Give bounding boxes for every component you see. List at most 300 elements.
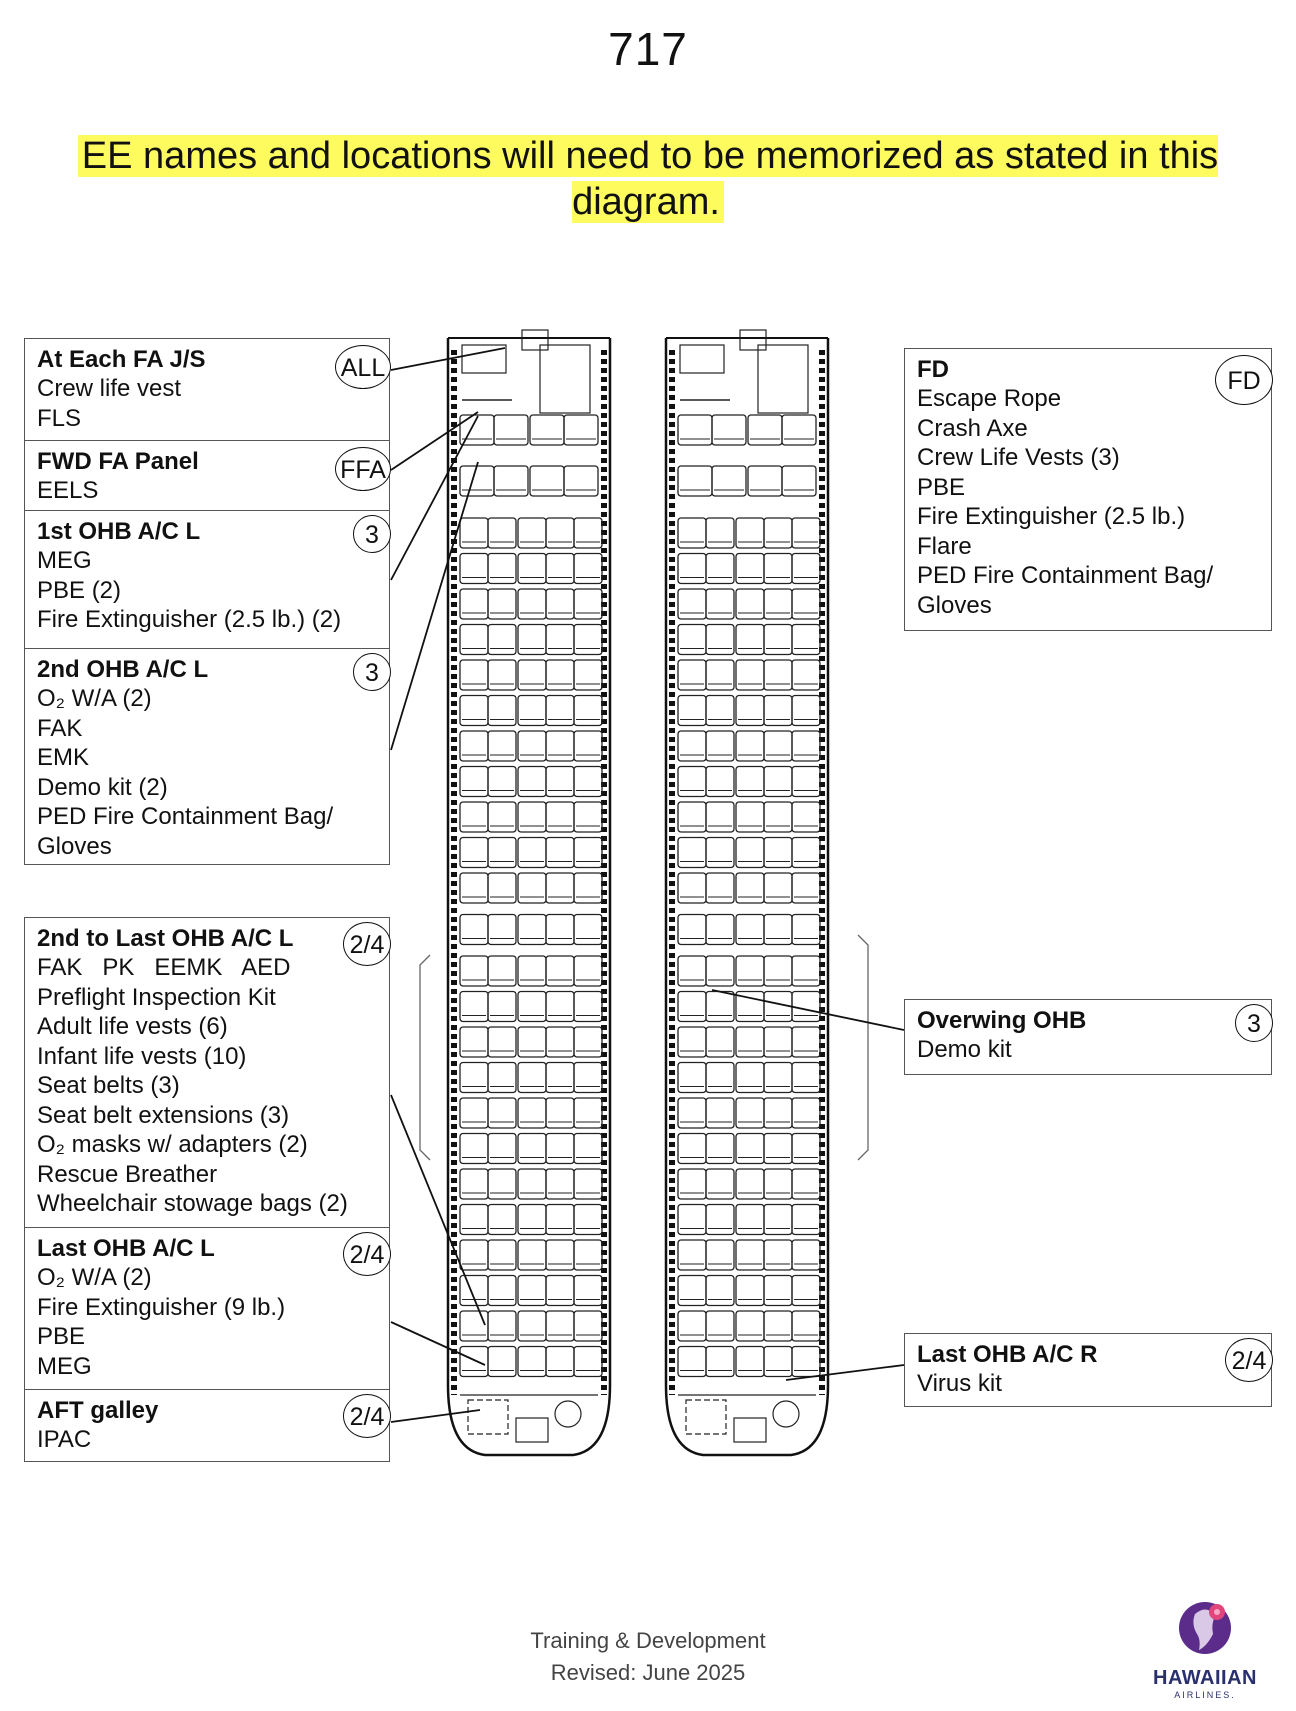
cabin-left-map-econ-seat: [460, 1311, 488, 1341]
section-title: Last OHB A/C R: [917, 1341, 1098, 1368]
cabin-left-map-first-seat: [494, 466, 528, 496]
cabin-left-map-econ-seat: [488, 767, 516, 797]
section-fd: [905, 349, 1271, 630]
cabin-right-map-econ-seat: [792, 1347, 820, 1377]
cabin-right-map-first-seat: [748, 415, 782, 445]
cabin-right-map-econ-seat: [764, 518, 792, 548]
cabin-left-map-econ-seat: [460, 1276, 488, 1306]
cabin-left-map-econ-seat: [460, 518, 488, 548]
cabin-left-map-econ-seat: [574, 589, 602, 619]
cabin-left-map-econ-seat: [518, 660, 546, 690]
cabin-left-map-econ-seat: [488, 589, 516, 619]
cabin-left-map-econ-seat: [460, 660, 488, 690]
cabin-right-map-econ-seat: [764, 915, 792, 945]
cabin-right-map-econ-seat: [678, 589, 706, 619]
cabin-left-map-econ-seat: [488, 915, 516, 945]
cabin-left-map-econ-seat: [460, 1063, 488, 1093]
cabin-left-map-econ-seat: [488, 1027, 516, 1057]
hawaiian-logo: [1150, 1600, 1260, 1700]
cabin-right-map-econ-seat: [706, 1169, 734, 1199]
cabin-left-map-econ-seat: [518, 696, 546, 726]
section-aft-galley: [25, 1390, 389, 1460]
cabin-left-map-econ-seat: [488, 554, 516, 584]
cabin-left-map-econ-seat: [546, 992, 574, 1022]
cabin-right-map-econ-seat: [792, 802, 820, 832]
cabin-left-map-econ-seat: [488, 1311, 516, 1341]
cabin-left-map-econ-seat: [518, 1205, 546, 1235]
cabin-right-map-first-seat: [712, 415, 746, 445]
cabin-right-map-econ-seat: [792, 1240, 820, 1270]
cabin-left-map-econ-seat: [518, 554, 546, 584]
item: PBE: [917, 473, 966, 501]
cabin-left-map-econ-seat: [488, 802, 516, 832]
cabin-left-map-econ-seat: [574, 1027, 602, 1057]
cabin-left-map-econ-seat: [518, 838, 546, 868]
cabin-right-map-econ-seat: [706, 1205, 734, 1235]
cabin-left-map-econ-seat: [460, 625, 488, 655]
cabin-left-map-econ-seat: [546, 767, 574, 797]
zone-badge: 3: [353, 515, 391, 553]
cabin-right-map-econ-seat: [736, 625, 764, 655]
cabin-right-map-econ-seat: [736, 1240, 764, 1270]
cabin-left-map-first-seat: [530, 415, 564, 445]
cabin-right-map-econ-seat: [764, 1205, 792, 1235]
cabin-right-map-econ-seat: [678, 660, 706, 690]
cabin-right-map-econ-seat: [792, 1098, 820, 1128]
cabin-left-map-econ-seat: [460, 589, 488, 619]
callout-leader-line: [786, 1365, 904, 1380]
cabin-left-map-econ-seat: [518, 873, 546, 903]
cabin-left-map-econ-seat: [518, 625, 546, 655]
cabin-left-map-econ-seat: [488, 1276, 516, 1306]
cabin-right-map-econ-seat: [764, 660, 792, 690]
cabin-right-map-aft-door: [734, 1418, 766, 1442]
cabin-left-map-econ-seat: [574, 731, 602, 761]
cabin-left-map-econ-seat: [574, 1311, 602, 1341]
item: PED Fire Containment Bag/: [37, 803, 334, 830]
cabin-right-map-econ-seat: [792, 1276, 820, 1306]
item: Fire Extinguisher (9 lb.): [37, 1293, 286, 1321]
cabin-right-map-econ-seat: [736, 1063, 764, 1093]
callout-leader-line: [391, 1410, 480, 1422]
item: Seat belts (3): [37, 1072, 180, 1099]
cabin-right-map-aft-lav: [773, 1401, 799, 1427]
item: Virus kit: [917, 1370, 1002, 1397]
wing-bracket: [420, 955, 430, 1160]
cabin-left-map-econ-seat: [460, 992, 488, 1022]
cabin-left-map-econ-seat: [574, 625, 602, 655]
item: IPAC: [37, 1426, 92, 1453]
cabin-left-map-econ-seat: [518, 915, 546, 945]
cabin-right-map-lav-fwd: [758, 345, 808, 413]
item: EMK: [37, 744, 90, 771]
callout-leader-line: [391, 462, 478, 750]
section-2nd-to-last-ohb-left: [25, 918, 389, 1228]
cabin-right-map-econ-seat: [792, 1169, 820, 1199]
cabin-left-map-econ-seat: [518, 767, 546, 797]
overwing-ohb-box: [904, 999, 1272, 1075]
cabin-right-map-econ-seat: [736, 802, 764, 832]
cabin-left-map-econ-seat: [574, 802, 602, 832]
zone-badge: FD: [1215, 355, 1273, 405]
cabin-left-map-econ-seat: [574, 1205, 602, 1235]
cabin-right-map-econ-seat: [678, 625, 706, 655]
cabin-right-map-econ-seat: [706, 1134, 734, 1164]
cabin-left-map-econ-seat: [488, 956, 516, 986]
cabin-left-map-econ-seat: [574, 838, 602, 868]
cabin-left-map-first-seat: [460, 466, 494, 496]
cabin-right-map-econ-seat: [764, 731, 792, 761]
cabin-left-map-econ-seat: [546, 956, 574, 986]
cabin-right-map-econ-seat: [764, 696, 792, 726]
cabin-left-map-first-seat: [564, 466, 598, 496]
cabin-right-map-econ-seat: [736, 1098, 764, 1128]
item: Gloves: [917, 591, 992, 619]
cabin-right-map-econ-seat: [792, 1063, 820, 1093]
cabin-left-map-econ-seat: [460, 1134, 488, 1164]
cabin-left-map-econ-seat: [518, 1311, 546, 1341]
cabin-left-map-econ-seat: [546, 1205, 574, 1235]
item: PED Fire Containment Bag/: [917, 562, 1214, 589]
cabin-left-map-econ-seat: [460, 873, 488, 903]
cabin-right-map-econ-seat: [706, 1063, 734, 1093]
item: Crew Life Vests (3): [917, 444, 1120, 471]
cabin-left-map-econ-seat: [518, 1027, 546, 1057]
cabin-right-map-first-seat: [678, 466, 712, 496]
cabin-right-map-econ-seat: [706, 589, 734, 619]
cabin-left-map-econ-seat: [546, 518, 574, 548]
cabin-right-map-door-fwd: [740, 330, 766, 350]
cabin-left-map-econ-seat: [546, 696, 574, 726]
cabin-left-map-econ-seat: [574, 554, 602, 584]
zone-badge: ALL: [335, 345, 391, 389]
cabin-right-map-econ-seat: [736, 518, 764, 548]
cabin-right-map-econ-seat: [706, 696, 734, 726]
cabin-left-map-econ-seat: [546, 731, 574, 761]
cabin-right-map-econ-seat: [678, 731, 706, 761]
cabin-right-map-econ-seat: [678, 1311, 706, 1341]
cabin-right-map-econ-seat: [764, 1276, 792, 1306]
cabin-left-map-econ-seat: [460, 1205, 488, 1235]
cabin-right-map-econ-seat: [792, 518, 820, 548]
cabin-left-map-econ-seat: [460, 956, 488, 986]
cabin-right-map-econ-seat: [678, 554, 706, 584]
cabin-left-map-econ-seat: [546, 1169, 574, 1199]
cabin-right-map-econ-seat: [736, 838, 764, 868]
item: Rescue Breather: [37, 1160, 218, 1188]
cabin-right-map-econ-seat: [764, 1240, 792, 1270]
cabin-right-map-econ-seat: [678, 518, 706, 548]
logo-sub: AIRLINES.: [1174, 1690, 1236, 1700]
item: Adult life vests (6): [37, 1013, 228, 1040]
cabin-right-map-econ-seat: [736, 1169, 764, 1199]
cabin-right-map-econ-seat: [678, 1169, 706, 1199]
section-fwd-fa-panel: [25, 441, 389, 511]
cabin-left-map-econ-seat: [546, 1240, 574, 1270]
cabin-left-map-econ-seat: [574, 1169, 602, 1199]
cabin-left-map-aft-door: [516, 1418, 548, 1442]
footer-line-1: Training & Development: [530, 1628, 766, 1653]
cabin-right-map-econ-seat: [706, 1098, 734, 1128]
cabin-left-map-econ-seat: [488, 518, 516, 548]
cabin-left-map-econ-seat: [574, 1134, 602, 1164]
cabin-right-map-econ-seat: [792, 625, 820, 655]
cabin-left-map-econ-seat: [574, 696, 602, 726]
cabin-left-map-econ-seat: [518, 731, 546, 761]
cabin-left-map-lav-fwd: [540, 345, 590, 413]
cabin-right-map-econ-seat: [764, 1347, 792, 1377]
cabin-left-map-econ-seat: [460, 1098, 488, 1128]
cabin-left-map-econ-seat: [546, 1311, 574, 1341]
cabin-left-map-econ-seat: [546, 838, 574, 868]
section-last-ohb-left: [25, 1228, 389, 1390]
left-lower-equipment-box: [24, 917, 390, 1462]
cabin-right-map-econ-seat: [792, 873, 820, 903]
cabin-right-map-econ-seat: [678, 873, 706, 903]
item: FLS: [37, 404, 82, 432]
item: PBE: [37, 1323, 86, 1350]
cabin-right-map-econ-seat: [678, 1098, 706, 1128]
item: Seat belt extensions (3): [37, 1101, 290, 1129]
cabin-right-map-econ-seat: [706, 1311, 734, 1341]
cabin-right-map-econ-seat: [792, 1134, 820, 1164]
cabin-right-map-galley-fwd: [680, 345, 724, 373]
item: FAK: [37, 714, 83, 742]
cabin-right-map-econ-seat: [706, 1240, 734, 1270]
hawaiian-logo-icon: [1173, 1600, 1237, 1662]
logo-word: HAWAIIAN: [1153, 1667, 1257, 1689]
cabin-right-map-econ-seat: [706, 660, 734, 690]
cabin-left-map-econ-seat: [518, 956, 546, 986]
cabin-left-map-econ-seat: [546, 915, 574, 945]
cabin-right-map-aft-galley: [686, 1400, 726, 1434]
cabin-left-map-econ-seat: [574, 1063, 602, 1093]
zone-badge: FFA: [335, 447, 391, 491]
item: EELS: [37, 477, 99, 504]
cabin-right-map-econ-seat: [706, 1276, 734, 1306]
section-title: AFT galley: [37, 1397, 159, 1424]
cabin-right-map-econ-seat: [792, 660, 820, 690]
section-title: Overwing OHB: [917, 1007, 1087, 1034]
item: Fire Extinguisher (2.5 lb.) (2): [37, 606, 342, 633]
cabin-left-map-aft-galley: [468, 1400, 508, 1434]
cabin-right-map-econ-seat: [736, 873, 764, 903]
cabin-left-map-econ-seat: [460, 802, 488, 832]
section-2nd-ohb-left: [25, 649, 389, 863]
cabin-right-map-econ-seat: [678, 1134, 706, 1164]
item: Crew life vest: [37, 375, 182, 402]
cabin-left-map-econ-seat: [518, 1169, 546, 1199]
cabin-right-map-econ-seat: [792, 992, 820, 1022]
cabin-left-map-econ-seat: [488, 1098, 516, 1128]
cabin-right-map-econ-seat: [792, 838, 820, 868]
cabin-right-map-econ-seat: [678, 1276, 706, 1306]
item: Preflight Inspection Kit: [37, 983, 276, 1011]
left-upper-equipment-box: [24, 338, 390, 865]
flight-deck-equipment-box: [904, 348, 1272, 631]
cabin-right-map-econ-seat: [706, 518, 734, 548]
item: Infant life vests (10): [37, 1042, 247, 1070]
cabin-right-map-econ-seat: [764, 1134, 792, 1164]
item: Crash Axe: [917, 414, 1028, 442]
item: Flare: [917, 532, 972, 560]
item: Fire Extinguisher (2.5 lb.): [917, 503, 1186, 530]
callout-leader-line: [391, 1322, 485, 1365]
item: O₂ W/A (2): [37, 1264, 152, 1291]
section-title: 2nd OHB A/C L: [37, 656, 209, 683]
cabin-left-map-econ-seat: [574, 873, 602, 903]
cabin-right-map-econ-seat: [764, 956, 792, 986]
cabin-left-map-econ-seat: [546, 660, 574, 690]
cabin-right-map-econ-seat: [678, 1063, 706, 1093]
page-title: 717: [608, 23, 688, 75]
cabin-left-map-econ-seat: [488, 660, 516, 690]
cabin-right-map-econ-seat: [736, 1205, 764, 1235]
cabin-right-map-econ-seat: [678, 802, 706, 832]
cabin-left-map-econ-seat: [460, 838, 488, 868]
section-title: 2nd to Last OHB A/C L: [37, 925, 294, 952]
cabin-right-map-econ-seat: [678, 992, 706, 1022]
cabin-left-map-econ-seat: [546, 554, 574, 584]
cabin-right-map-econ-seat: [706, 767, 734, 797]
cabin-left-map-first-seat: [530, 466, 564, 496]
cabin-right-map-econ-seat: [678, 696, 706, 726]
item: Wheelchair stowage bags (2): [37, 1190, 348, 1217]
cabin-right-map-econ-seat: [764, 589, 792, 619]
cabin-left-map-econ-seat: [546, 1098, 574, 1128]
section-title: 1st OHB A/C L: [37, 518, 201, 545]
cabin-left-map-econ-seat: [546, 1027, 574, 1057]
cabin-right-map-econ-seat: [764, 625, 792, 655]
section-last-ohb-right: [905, 1334, 1271, 1406]
cabin-left-map-econ-seat: [488, 1134, 516, 1164]
section-title: At Each FA J/S: [37, 346, 206, 373]
cabin-left-map-econ-seat: [546, 625, 574, 655]
cabin-left-map-econ-seat: [460, 696, 488, 726]
item: FAK PK EEMK AED: [37, 954, 291, 981]
cabin-right-map-econ-seat: [706, 554, 734, 584]
cabin-left-map-econ-seat: [574, 1347, 602, 1377]
cabin-right-map-first-seat: [678, 415, 712, 445]
zone-badge: 3: [1235, 1004, 1273, 1042]
cabin-right-map-econ-seat: [792, 696, 820, 726]
cabin-left-map-first-seat: [494, 415, 528, 445]
cabin-left-map-econ-seat: [518, 1098, 546, 1128]
item: Gloves: [37, 832, 112, 860]
cabin-right-map-econ-seat: [678, 1205, 706, 1235]
cabin-left-map-econ-seat: [488, 838, 516, 868]
section-title: Last OHB A/C L: [37, 1235, 215, 1262]
cabin-left-map-econ-seat: [574, 915, 602, 945]
cabin-right-map-econ-seat: [706, 731, 734, 761]
cabin-right-map-econ-seat: [706, 873, 734, 903]
cabin-right-map-econ-seat: [736, 1347, 764, 1377]
cabin-right-map-econ-seat: [678, 956, 706, 986]
cabin-right-map-econ-seat: [792, 589, 820, 619]
item: O₂ W/A (2): [37, 685, 152, 712]
section-title: FD: [917, 356, 949, 383]
cabin-left-map-aft-lav: [555, 1401, 581, 1427]
item: O₂ masks w/ adapters (2): [37, 1131, 308, 1158]
cabin-left-map-econ-seat: [518, 1347, 546, 1377]
callout-leader-line: [391, 1095, 485, 1325]
callout-leader-line: [712, 990, 904, 1030]
cabin-right-map-econ-seat: [792, 1027, 820, 1057]
section-title: FWD FA Panel: [37, 448, 199, 475]
cabin-left-map-econ-seat: [460, 767, 488, 797]
cabin-right-map-econ-seat: [678, 915, 706, 945]
cabin-right-map-econ-seat: [764, 1169, 792, 1199]
cabin-left-map-econ-seat: [518, 992, 546, 1022]
cabin-right-map-econ-seat: [764, 873, 792, 903]
cabin-right-map-econ-seat: [764, 554, 792, 584]
cabin-right-map-first-seat: [782, 415, 816, 445]
cabin-left-map-door-fwd: [522, 330, 548, 350]
cabin-right-map-econ-seat: [764, 1311, 792, 1341]
cabin-left-map-econ-seat: [460, 1347, 488, 1377]
notice-text: EE names and locations will need to be memorized as stated in this diagram.: [78, 135, 1218, 223]
item: PBE (2): [37, 576, 122, 604]
wing-bracket: [858, 935, 868, 1160]
cabin-right-map-econ-seat: [792, 915, 820, 945]
cabin-right-map-econ-seat: [736, 915, 764, 945]
cabin-right-map-econ-seat: [736, 731, 764, 761]
cabin-left-map-econ-seat: [574, 518, 602, 548]
zone-badge: 2/4: [1225, 1338, 1273, 1382]
cabin-left-map-econ-seat: [488, 696, 516, 726]
cabin-left-map-econ-seat: [574, 1098, 602, 1128]
cabin-right-map-econ-seat: [706, 802, 734, 832]
cabin-left-map-econ-seat: [546, 802, 574, 832]
cabin-left-map-econ-seat: [574, 992, 602, 1022]
cabin-left-map-econ-seat: [546, 589, 574, 619]
cabin-left-map-econ-seat: [518, 1240, 546, 1270]
cabin-right-map-econ-seat: [792, 956, 820, 986]
footer-line-2: Revised: June 2025: [550, 1660, 746, 1685]
cabin-right-map-econ-seat: [736, 696, 764, 726]
cabin-right-map-first-seat: [782, 466, 816, 496]
cabin-right-map-econ-seat: [736, 589, 764, 619]
cabin-right-map-econ-seat: [736, 660, 764, 690]
cabin-left-map-econ-seat: [574, 767, 602, 797]
cabin-left-map-first-seat: [564, 415, 598, 445]
cabin-right-map-first-seat: [748, 466, 782, 496]
cabin-right-map-econ-seat: [706, 992, 734, 1022]
item: MEG: [37, 1352, 92, 1380]
cabin-right-map-econ-seat: [764, 1098, 792, 1128]
item: MEG: [37, 547, 92, 574]
cabin-left-map-econ-seat: [574, 956, 602, 986]
cabin-right-map-econ-seat: [736, 1027, 764, 1057]
cabin-right-map-econ-seat: [678, 1027, 706, 1057]
cabin-right-map-econ-seat: [792, 767, 820, 797]
cabin-left-map-econ-seat: [488, 1063, 516, 1093]
cabin-left-map-econ-seat: [518, 1134, 546, 1164]
cabin-left-map-econ-seat: [488, 731, 516, 761]
cabin-right-map-econ-seat: [736, 1134, 764, 1164]
cabin-left-map-econ-seat: [460, 915, 488, 945]
cabin-left-map-econ-seat: [546, 1063, 574, 1093]
cabin-left-map-econ-seat: [546, 1347, 574, 1377]
item: Escape Rope: [917, 385, 1062, 412]
cabin-left-map-econ-seat: [460, 554, 488, 584]
zone-badge: 2/4: [343, 1394, 391, 1438]
zone-badge: 2/4: [343, 1232, 391, 1276]
cabin-right-map-econ-seat: [764, 1063, 792, 1093]
cabin-left-map-econ-seat: [488, 1169, 516, 1199]
cabin-left-map-econ-seat: [488, 1240, 516, 1270]
cabin-left-map-econ-seat: [460, 731, 488, 761]
